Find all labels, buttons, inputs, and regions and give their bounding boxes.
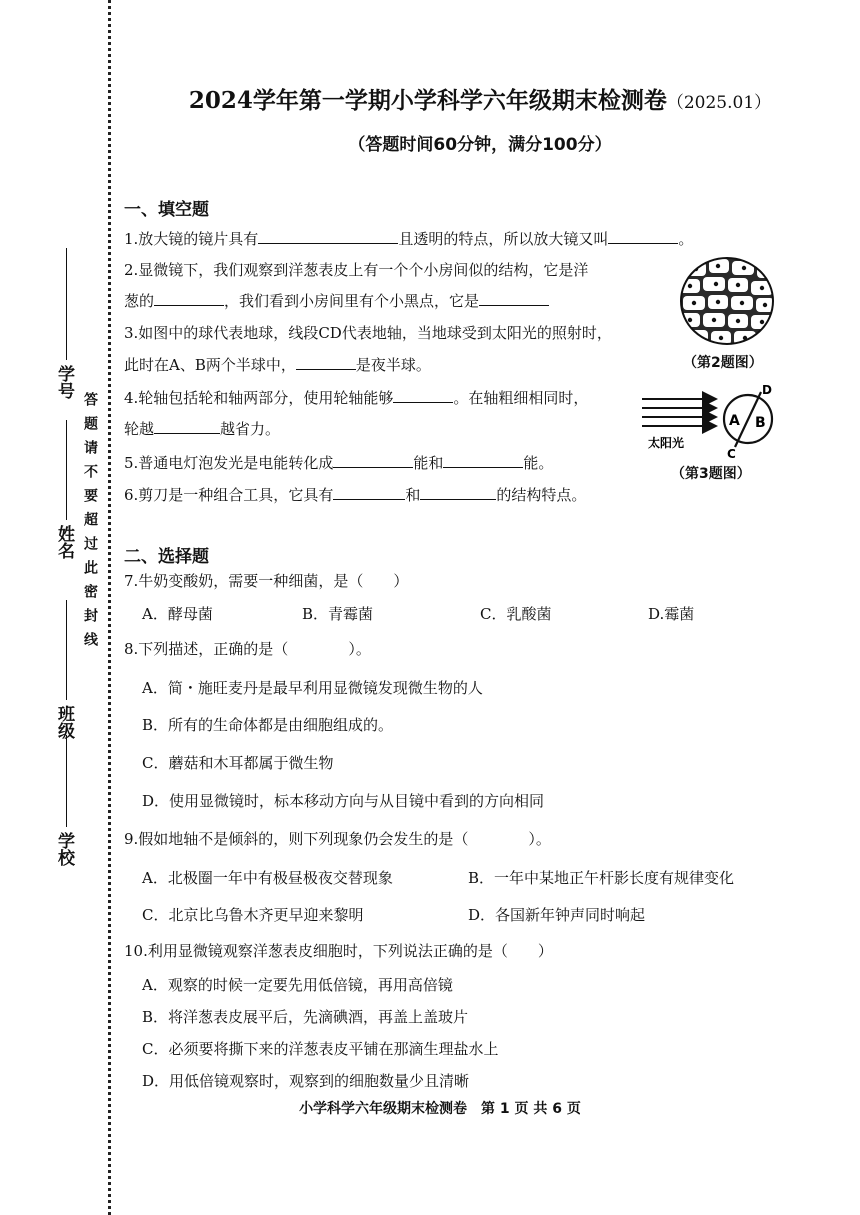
q8-option-c[interactable]: C．蘑菇和木耳都属于微生物 [142, 754, 334, 772]
q10-option-a[interactable]: A．观察的时候一定要先用低倍镜，再用高倍镜 [142, 976, 453, 994]
title-date: （2025.01） [666, 93, 772, 113]
q2-blank-2[interactable] [479, 291, 549, 306]
q3-text-c: 是夜半球。 [355, 356, 431, 374]
onion-cell-figure [678, 256, 776, 346]
q10-option-c[interactable]: C．必须要将撕下来的洋葱表皮平铺在那滴生理盐水上 [142, 1040, 499, 1058]
q4-text-b: 。在轴粗细相同时， [453, 389, 589, 407]
question-2-line1: 2.显微镜下，我们观察到洋葱表皮上有一个个小房间似的结构，它是洋 [124, 261, 589, 279]
q9-option-d[interactable]: D．各国新年钟声同时响起 [468, 906, 646, 924]
q8-option-d[interactable]: D．使用显微镜时，标本移动方向与从目镜中看到的方向相同 [142, 792, 545, 810]
question-2-line2 [124, 290, 549, 311]
q9-option-c[interactable]: C．北京比乌鲁木齐更早迎来黎明 [142, 906, 364, 924]
q10-option-d[interactable]: D．用低倍镜观察时，观察到的细胞数量少且清晰 [142, 1072, 470, 1090]
q4-text-c: 轮越 [124, 420, 155, 438]
q1-text-a: 1.放大镜的镜片具有 [124, 230, 259, 248]
question-8-stem: 8.下列描述，正确的是（ ）。 [124, 640, 371, 658]
q6-text-b: 和 [405, 486, 421, 504]
question-3-line1: 3.如图中的球代表地球，线段CD代表地轴，当地球受到太阳光的照射时， [124, 324, 612, 342]
fig3-label-d: D [762, 383, 772, 397]
page-title [140, 82, 820, 115]
q3-blank[interactable] [296, 355, 356, 370]
question-5 [124, 452, 553, 473]
field-label-class: 班级 [54, 705, 74, 739]
q5-text-a: 5.普通电灯泡发光是电能转化成 [124, 454, 334, 472]
q5-blank-2[interactable] [443, 453, 523, 468]
fig3-label-c: C [727, 447, 736, 459]
question-4-line2 [124, 418, 280, 439]
section-title-fill-in: 一、填空题 [124, 200, 209, 220]
fig3-label-b: B [755, 415, 766, 431]
q1-blank-2[interactable] [338, 229, 398, 244]
field-line-class [66, 600, 67, 700]
q2-text-b: 葱的 [124, 292, 155, 310]
q6-text-a: 6.剪刀是一种组合工具，它具有 [124, 486, 334, 504]
question-6 [124, 484, 586, 505]
q7-option-c[interactable]: C．乳酸菌 [480, 605, 552, 623]
q7-option-a[interactable]: A．酵母菌 [142, 605, 213, 623]
question-7-stem: 7.牛奶变酸奶，需要一种细菌，是（ ） [124, 572, 409, 590]
field-label-name: 姓名 [54, 525, 74, 559]
q2-blank-1[interactable] [154, 291, 224, 306]
q6-blank-1[interactable] [333, 485, 405, 500]
q9-option-b[interactable]: B．一年中某地正午杆影长度有规律变化 [468, 869, 735, 887]
question-4-line1 [124, 387, 588, 408]
figure-3-caption: （第3题图） [671, 466, 751, 482]
question-10-stem: 10.利用显微镜观察洋葱表皮细胞时，下列说法正确的是（ ） [124, 942, 553, 960]
section-title-multiple-choice: 二、选择题 [124, 547, 209, 567]
field-line-student-id [66, 248, 67, 360]
page-subtitle: （答题时间60分钟，满分100分） [348, 135, 612, 155]
q2-text-c: ，我们看到小房间里有个小黑点，它是 [224, 292, 480, 310]
field-label-school: 学校 [54, 832, 74, 866]
q8-option-a[interactable]: A．简・施旺麦丹是最早利用显微镜发现微生物的人 [142, 679, 483, 697]
figure-2-caption: （第2题图） [683, 355, 763, 371]
q5-text-c: 能。 [523, 454, 554, 472]
fig3-label-a: A [729, 413, 740, 429]
field-line-school [66, 735, 67, 827]
q8-option-b[interactable]: B．所有的生命体都是由细胞组成的。 [142, 716, 394, 734]
earth-sunlight-figure [638, 383, 788, 459]
fig3-label-sunlight: 太阳光 [648, 436, 685, 450]
title-text: 2024学年第一学期小学科学六年级期末检测卷 [188, 87, 667, 114]
seal-instruction: 答题请不要超过此密封线 [82, 392, 98, 656]
page-footer: 小学科学六年级期末检测卷 第 1 页 共 6 页 [299, 1101, 581, 1117]
q5-text-b: 能和 [413, 454, 444, 472]
q4-text-d: 越省力。 [220, 420, 281, 438]
q1-blank-1[interactable] [258, 229, 338, 244]
q6-blank-2[interactable] [420, 485, 496, 500]
q1-text-c: 。 [678, 230, 694, 248]
seal-dotted-line [108, 0, 111, 1215]
q1-blank-3[interactable] [608, 229, 678, 244]
question-3-line2 [124, 354, 431, 375]
q7-option-d[interactable]: D.霉菌 [648, 605, 695, 623]
q4-blank-2[interactable] [154, 419, 220, 434]
q4-blank-1[interactable] [393, 388, 453, 403]
q7-option-b[interactable]: B．青霉菌 [302, 605, 374, 623]
q6-text-c: 的结构特点。 [496, 486, 587, 504]
field-line-name [66, 420, 67, 520]
q5-blank-1[interactable] [333, 453, 413, 468]
q1-text-b: 且透明的特点，所以放大镜又叫 [398, 230, 609, 248]
question-9-stem: 9.假如地轴不是倾斜的，则下列现象仍会发生的是（ ）。 [124, 830, 551, 848]
q3-text-b: 此时在A、B两个半球中， [124, 356, 296, 374]
q4-text-a: 4.轮轴包括轮和轴两部分，使用轮轴能够 [124, 389, 394, 407]
field-label-student-id: 学号 [54, 365, 74, 399]
question-1 [124, 228, 693, 249]
q10-option-b[interactable]: B．将洋葱表皮展平后，先滴碘酒，再盖上盖玻片 [142, 1008, 469, 1026]
q9-option-a[interactable]: A．北极圈一年中有极昼极夜交替现象 [142, 869, 393, 887]
